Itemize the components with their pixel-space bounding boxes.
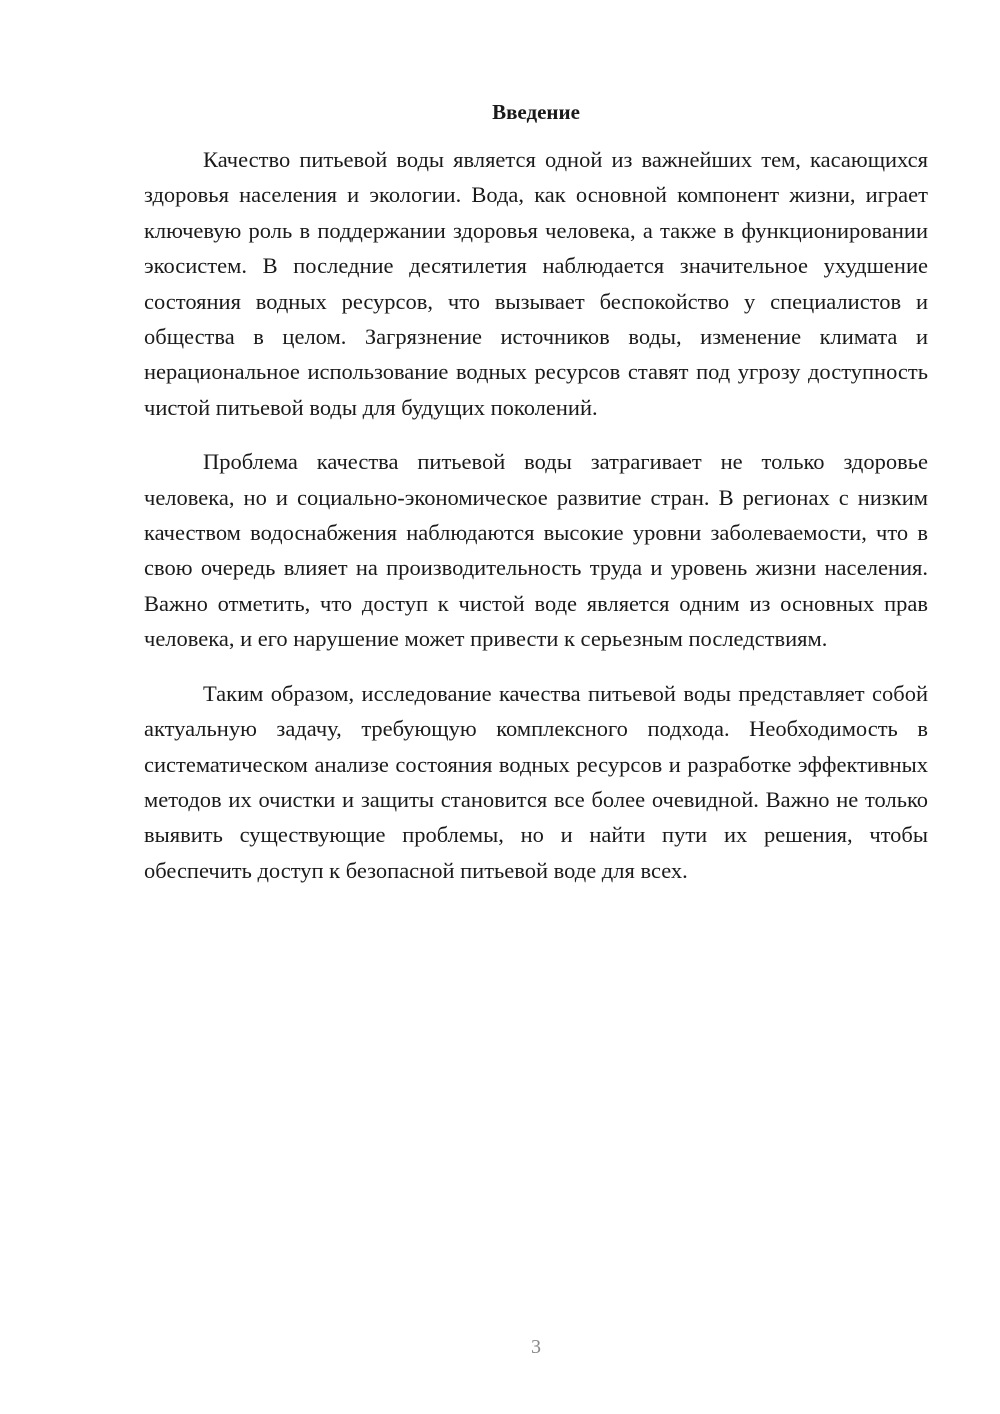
paragraph-2: Проблема качества питьевой воды затрагивает не только здоровье человека, но и социально-экономическое развитие стран. В регионах с низким качеством водоснабжения наблюдаются высокие уровни заболеваемости, что в свою очередь влияет на производительность труда и уровень жизни населения. Важно отметить, что доступ к чистой воде является одним из основных прав человека, и его нарушение может привести к серьезным последствиям.: [144, 449, 928, 652]
section-heading: Введение: [492, 100, 580, 124]
body-text: [144, 142, 928, 907]
page-number: 3: [531, 1336, 541, 1358]
paragraph-1: Качество питьевой воды является одной из важнейших тем, касающихся здоровья населения и экологии. Вода, как основной компонент жизни, играет ключевую роль в поддержании здоровья человека, а также в функционировании экосистем. В последние десятилетия наблюдается значительное ухудшение состояния водных ресурсов, что вызывает беспокойство у специалистов и общества в целом. Загрязнение источников воды, изменение климата и нерациональное использование водных ресурсов ставят под угрозу доступность чистой питьевой воды для будущих поколений.: [144, 147, 928, 420]
paragraph-3: Таким образом, исследование качества питьевой воды представляет собой актуальную задачу, требующую комплексного подхода. Необходимость в систематическом анализе состояния водных ресурсов и разработке эффективных методов их очистки и защиты становится все более очевидной. Важно не только выявить существующие проблемы, но и найти пути их решения, чтобы обеспечить доступ к безопасной питьевой воде для всех.: [144, 680, 928, 883]
